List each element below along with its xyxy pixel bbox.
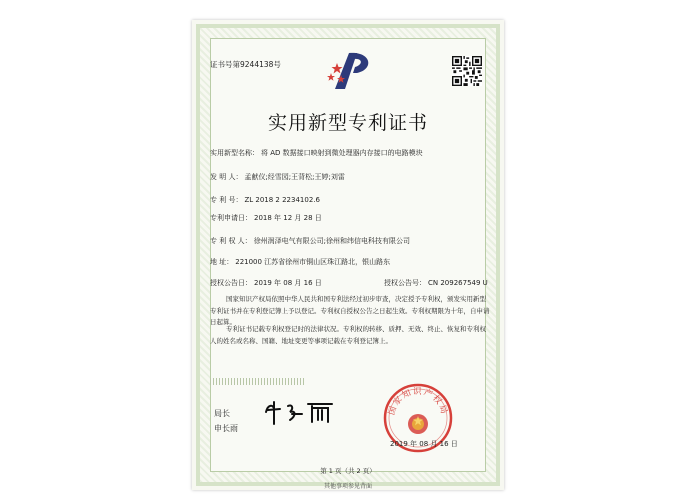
field-patent-number	[210, 195, 320, 205]
field-inventors	[210, 172, 345, 182]
announcement-number: CN 209267549 U	[428, 279, 488, 287]
legal-status-note: 专利证书记载专利权登记时的法律状况。专利权的转移、质押、无效、终止、恢复和专利权人的姓名或名称、国籍、地址变更等事项记载在专利登记簿上。	[210, 325, 486, 345]
grant-statement: 国家知识产权局依照中华人民共和国专利法经过初步审查，决定授予专利权，颁发实用新型专利证书并在专利登记簿上予以登记。专利权自授权公告之日起生效。专利权期限为十年，自申请日起算。	[210, 295, 490, 326]
field-value: 孟献仪;经雪园;王背松;王婷;刘雷	[244, 173, 345, 181]
field-label: 地 址：	[210, 258, 234, 266]
qr-code-icon	[452, 56, 482, 86]
field-address	[210, 257, 390, 267]
field-patentee	[210, 236, 410, 246]
page-number: 第 1 页（共 2 页）	[320, 467, 376, 475]
field-value: 徐州润泽电气有限公司;徐州和纬信电科技有限公司	[253, 237, 411, 245]
certificate-number: 证书号第9244138号	[210, 60, 281, 69]
announcement-label: 授权公告号：	[384, 279, 426, 287]
svg-text:国家知识产权局: 国家知识产权局	[386, 387, 450, 417]
director-name: 申长雨	[214, 424, 238, 433]
field-value: 2018 年 12 月 28 日	[254, 214, 322, 222]
field-label: 实用新型名称：	[210, 149, 259, 157]
field-value: 将 AD 数据接口映射到微处理器内存接口的电路模块	[261, 149, 423, 157]
field-value: 221000 江苏省徐州市铜山区珠江路北，银山路东	[235, 258, 391, 266]
field-grant-announcement	[210, 278, 488, 288]
grant-date-label: 授权公告日：	[210, 279, 252, 287]
field-label: 专 利 号：	[210, 196, 243, 204]
back-side-note: 其他事项参见背面	[323, 483, 372, 490]
director-title: 局长	[214, 409, 230, 418]
field-label: 发 明 人：	[210, 173, 243, 181]
decorative-border	[196, 24, 500, 486]
cnipa-logo-icon	[327, 49, 377, 91]
field-value: ZL 2018 2 2234102.6	[244, 196, 320, 204]
field-utility-model-name	[210, 148, 423, 158]
decorative-stripe	[210, 378, 305, 385]
certificate-title: 实用新型专利证书	[267, 112, 428, 134]
director-signature	[262, 398, 342, 426]
grant-date: 2019 年 08 月 16 日	[254, 279, 322, 287]
field-label: 专 利 权 人：	[210, 237, 252, 245]
seal-date: 2019 年 08 月 16 日	[390, 440, 458, 448]
field-label: 专利申请日：	[210, 214, 252, 222]
field-application-date	[210, 213, 322, 223]
